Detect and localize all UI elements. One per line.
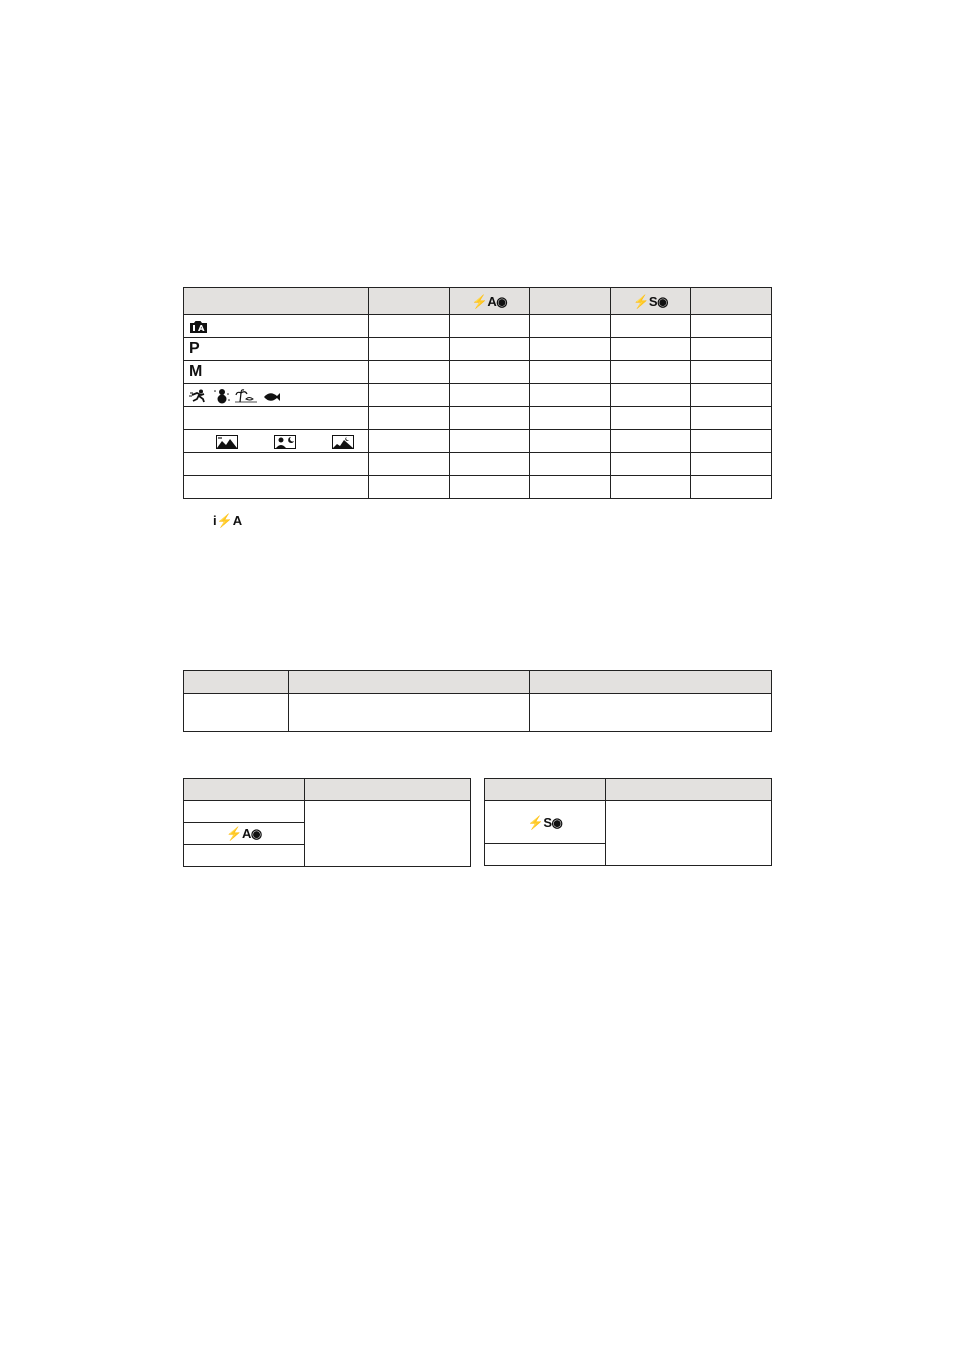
- header-cell: [606, 779, 772, 801]
- table-row: [184, 315, 772, 338]
- table-row: [485, 801, 772, 844]
- table-row: [184, 476, 772, 499]
- mode-cell: [184, 430, 369, 453]
- footnote: [213, 513, 242, 529]
- table-row: [184, 430, 772, 453]
- intelligent-flash-auto-icon: i⚡A: [213, 513, 243, 528]
- mode-cell: [184, 407, 369, 430]
- header-cell-auto-redeye: [449, 288, 530, 315]
- header-cell: [289, 671, 530, 694]
- manual-mode-icon: M: [189, 363, 203, 380]
- program-mode-icon: P: [189, 340, 200, 357]
- shutter-speed-table-left: [183, 778, 471, 867]
- flash-slow-redeye-icon: ⚡S◉: [633, 293, 668, 309]
- flash-auto-redeye-icon: ⚡A◉: [226, 826, 262, 841]
- flash-slow-redeye-icon: ⚡S◉: [527, 814, 563, 830]
- header-cell-5: [691, 288, 772, 315]
- landscape-scene-icon: [216, 435, 238, 449]
- mode-cell: [184, 476, 369, 499]
- table-header-row: [184, 671, 772, 694]
- flash-settings-table: [183, 287, 772, 499]
- header-cell-slow-redeye: [610, 288, 691, 315]
- table-row: [184, 361, 772, 384]
- header-cell: [530, 671, 772, 694]
- table-row: [184, 801, 471, 823]
- mode-cell: [184, 453, 369, 476]
- underwater-scene-icon: [261, 390, 281, 402]
- table-header-row: [485, 779, 772, 801]
- table-header-row: [184, 779, 471, 801]
- night-portrait-scene-icon: [274, 435, 296, 449]
- intelligent-auto-icon: [189, 320, 209, 334]
- header-cell-3: [530, 288, 611, 315]
- header-cell: [305, 779, 471, 801]
- header-cell-1: [369, 288, 450, 315]
- header-cell: [184, 779, 305, 801]
- mode-cell: [184, 384, 369, 407]
- header-cell: [485, 779, 606, 801]
- mode-cell: [184, 315, 369, 338]
- night-scenery-scene-icon: [332, 435, 354, 449]
- beach-scene-icon: [235, 389, 257, 403]
- snow-scene-icon: [213, 388, 231, 404]
- table-row: [184, 407, 772, 430]
- table-row: [184, 384, 772, 407]
- flash-range-table: [183, 670, 772, 732]
- mode-cell: [184, 338, 369, 361]
- sports-scene-icon: [189, 389, 209, 403]
- mode-cell: [184, 361, 369, 384]
- flash-auto-redeye-icon: ⚡A◉: [471, 293, 508, 309]
- table-row: [184, 338, 772, 361]
- header-cell: [184, 671, 289, 694]
- header-cell-mode: [184, 288, 369, 315]
- table-row: [184, 694, 772, 732]
- shutter-speed-table-right: [484, 778, 772, 866]
- table-header-row: [184, 288, 772, 315]
- table-row: [184, 453, 772, 476]
